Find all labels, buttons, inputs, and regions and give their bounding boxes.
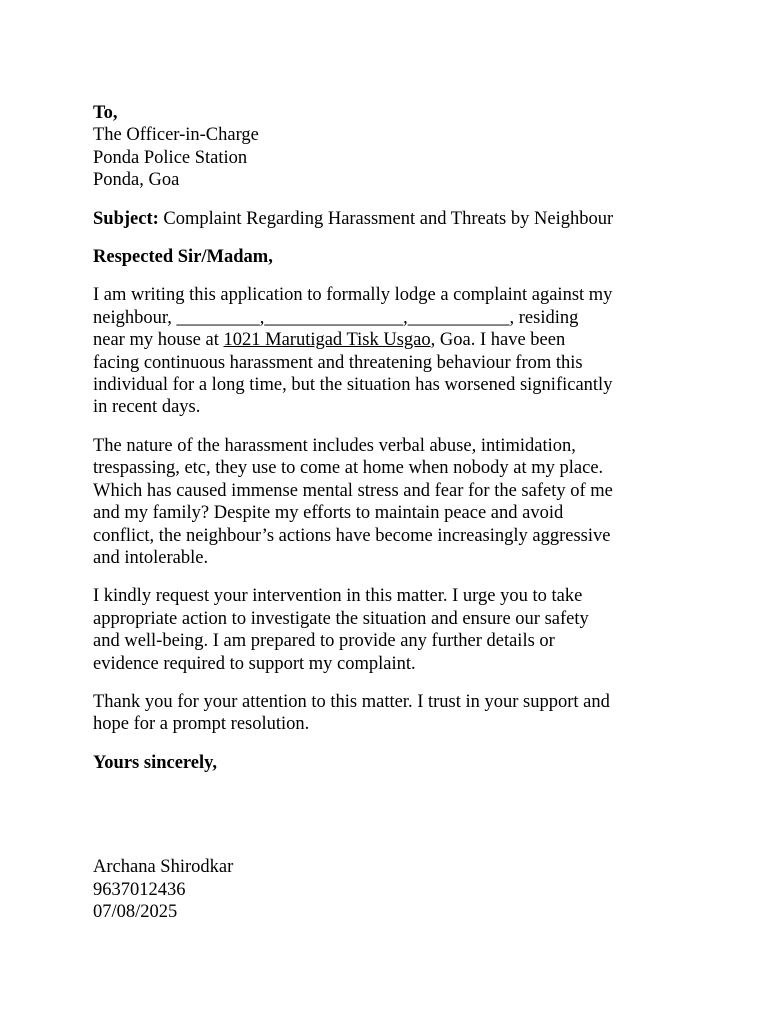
- paragraph-1-address-line: [93, 329, 693, 351]
- spacer: [93, 192, 693, 208]
- spacer: [93, 419, 693, 435]
- paragraph-2-line: Which has caused immense mental stress and fear for the safety of me: [93, 480, 613, 501]
- paragraph-3: [93, 585, 693, 675]
- address-text: 1021 Marutigad Tisk Usgao: [223, 330, 431, 351]
- paragraph-4-line: hope for a prompt resolution.: [93, 714, 310, 735]
- spacer: [93, 569, 693, 585]
- paragraph-3-line: I kindly request your intervention in this matter. I urge you to take: [93, 586, 583, 607]
- paragraph-1: [93, 284, 693, 418]
- subject-line: [93, 208, 693, 230]
- letter-body: [93, 102, 693, 923]
- spacer: [93, 230, 693, 246]
- recipient-line-2: Ponda Police Station: [93, 147, 248, 168]
- signer-phone: 9637012436: [93, 879, 186, 900]
- salutation: Respected Sir/Madam,: [93, 247, 273, 268]
- paragraph-1-line: facing continuous harassment and threatening behaviour from this: [93, 352, 583, 373]
- spacer: [93, 268, 693, 284]
- letter-date: 07/08/2025: [93, 901, 178, 922]
- paragraph-3-line: and well-being. I am prepared to provide any further details or: [93, 631, 555, 652]
- paragraph-2-line: conflict, the neighbour’s actions have become increasingly aggressive: [93, 525, 611, 546]
- signer-name: Archana Shirodkar: [93, 857, 234, 878]
- paragraph-2-line: and my family? Despite my efforts to maintain peace and avoid: [93, 503, 564, 524]
- paragraph-4: [93, 691, 693, 736]
- paragraph-3-line: evidence required to support my complaint.: [93, 653, 416, 674]
- signature-block: [93, 856, 693, 923]
- paragraph-4-line: Thank you for your attention to this matter. I trust in your support and: [93, 691, 610, 712]
- paragraph-2-line: trespassing, etc, they use to come at home when nobody at my place.: [93, 458, 604, 479]
- paragraph-1-line: in recent days.: [93, 397, 201, 418]
- paragraph-1-line: I am writing this application to formally lodge a complaint against my: [93, 285, 613, 306]
- spacer: [93, 736, 693, 752]
- recipient-to: To,: [93, 103, 118, 123]
- recipient-block: [93, 102, 693, 192]
- subject-text: Complaint Regarding Harassment and Threats by Neighbour: [158, 208, 614, 229]
- paragraph-2: [93, 435, 693, 569]
- paragraph-1-line: individual for a long time, but the situation has worsened significantly: [93, 375, 613, 396]
- paragraph-2-line: and intolerable.: [93, 547, 209, 568]
- recipient-line-1: The Officer-in-Charge: [93, 125, 259, 146]
- address-suffix: , Goa. I have been: [430, 330, 566, 351]
- spacer: [93, 675, 693, 691]
- recipient-line-3: Ponda, Goa: [93, 170, 180, 191]
- paragraph-1-line: neighbour, _________,_______________,___________, residing: [93, 307, 579, 328]
- signature-space: [93, 774, 693, 856]
- subject-label: Subject:: [93, 208, 159, 229]
- paragraph-2-line: The nature of the harassment includes verbal abuse, intimidation,: [93, 435, 576, 456]
- closing: Yours sincerely,: [93, 752, 218, 773]
- paragraph-3-line: appropriate action to investigate the situation and ensure our safety: [93, 608, 589, 629]
- address-prefix: near my house at: [93, 330, 224, 351]
